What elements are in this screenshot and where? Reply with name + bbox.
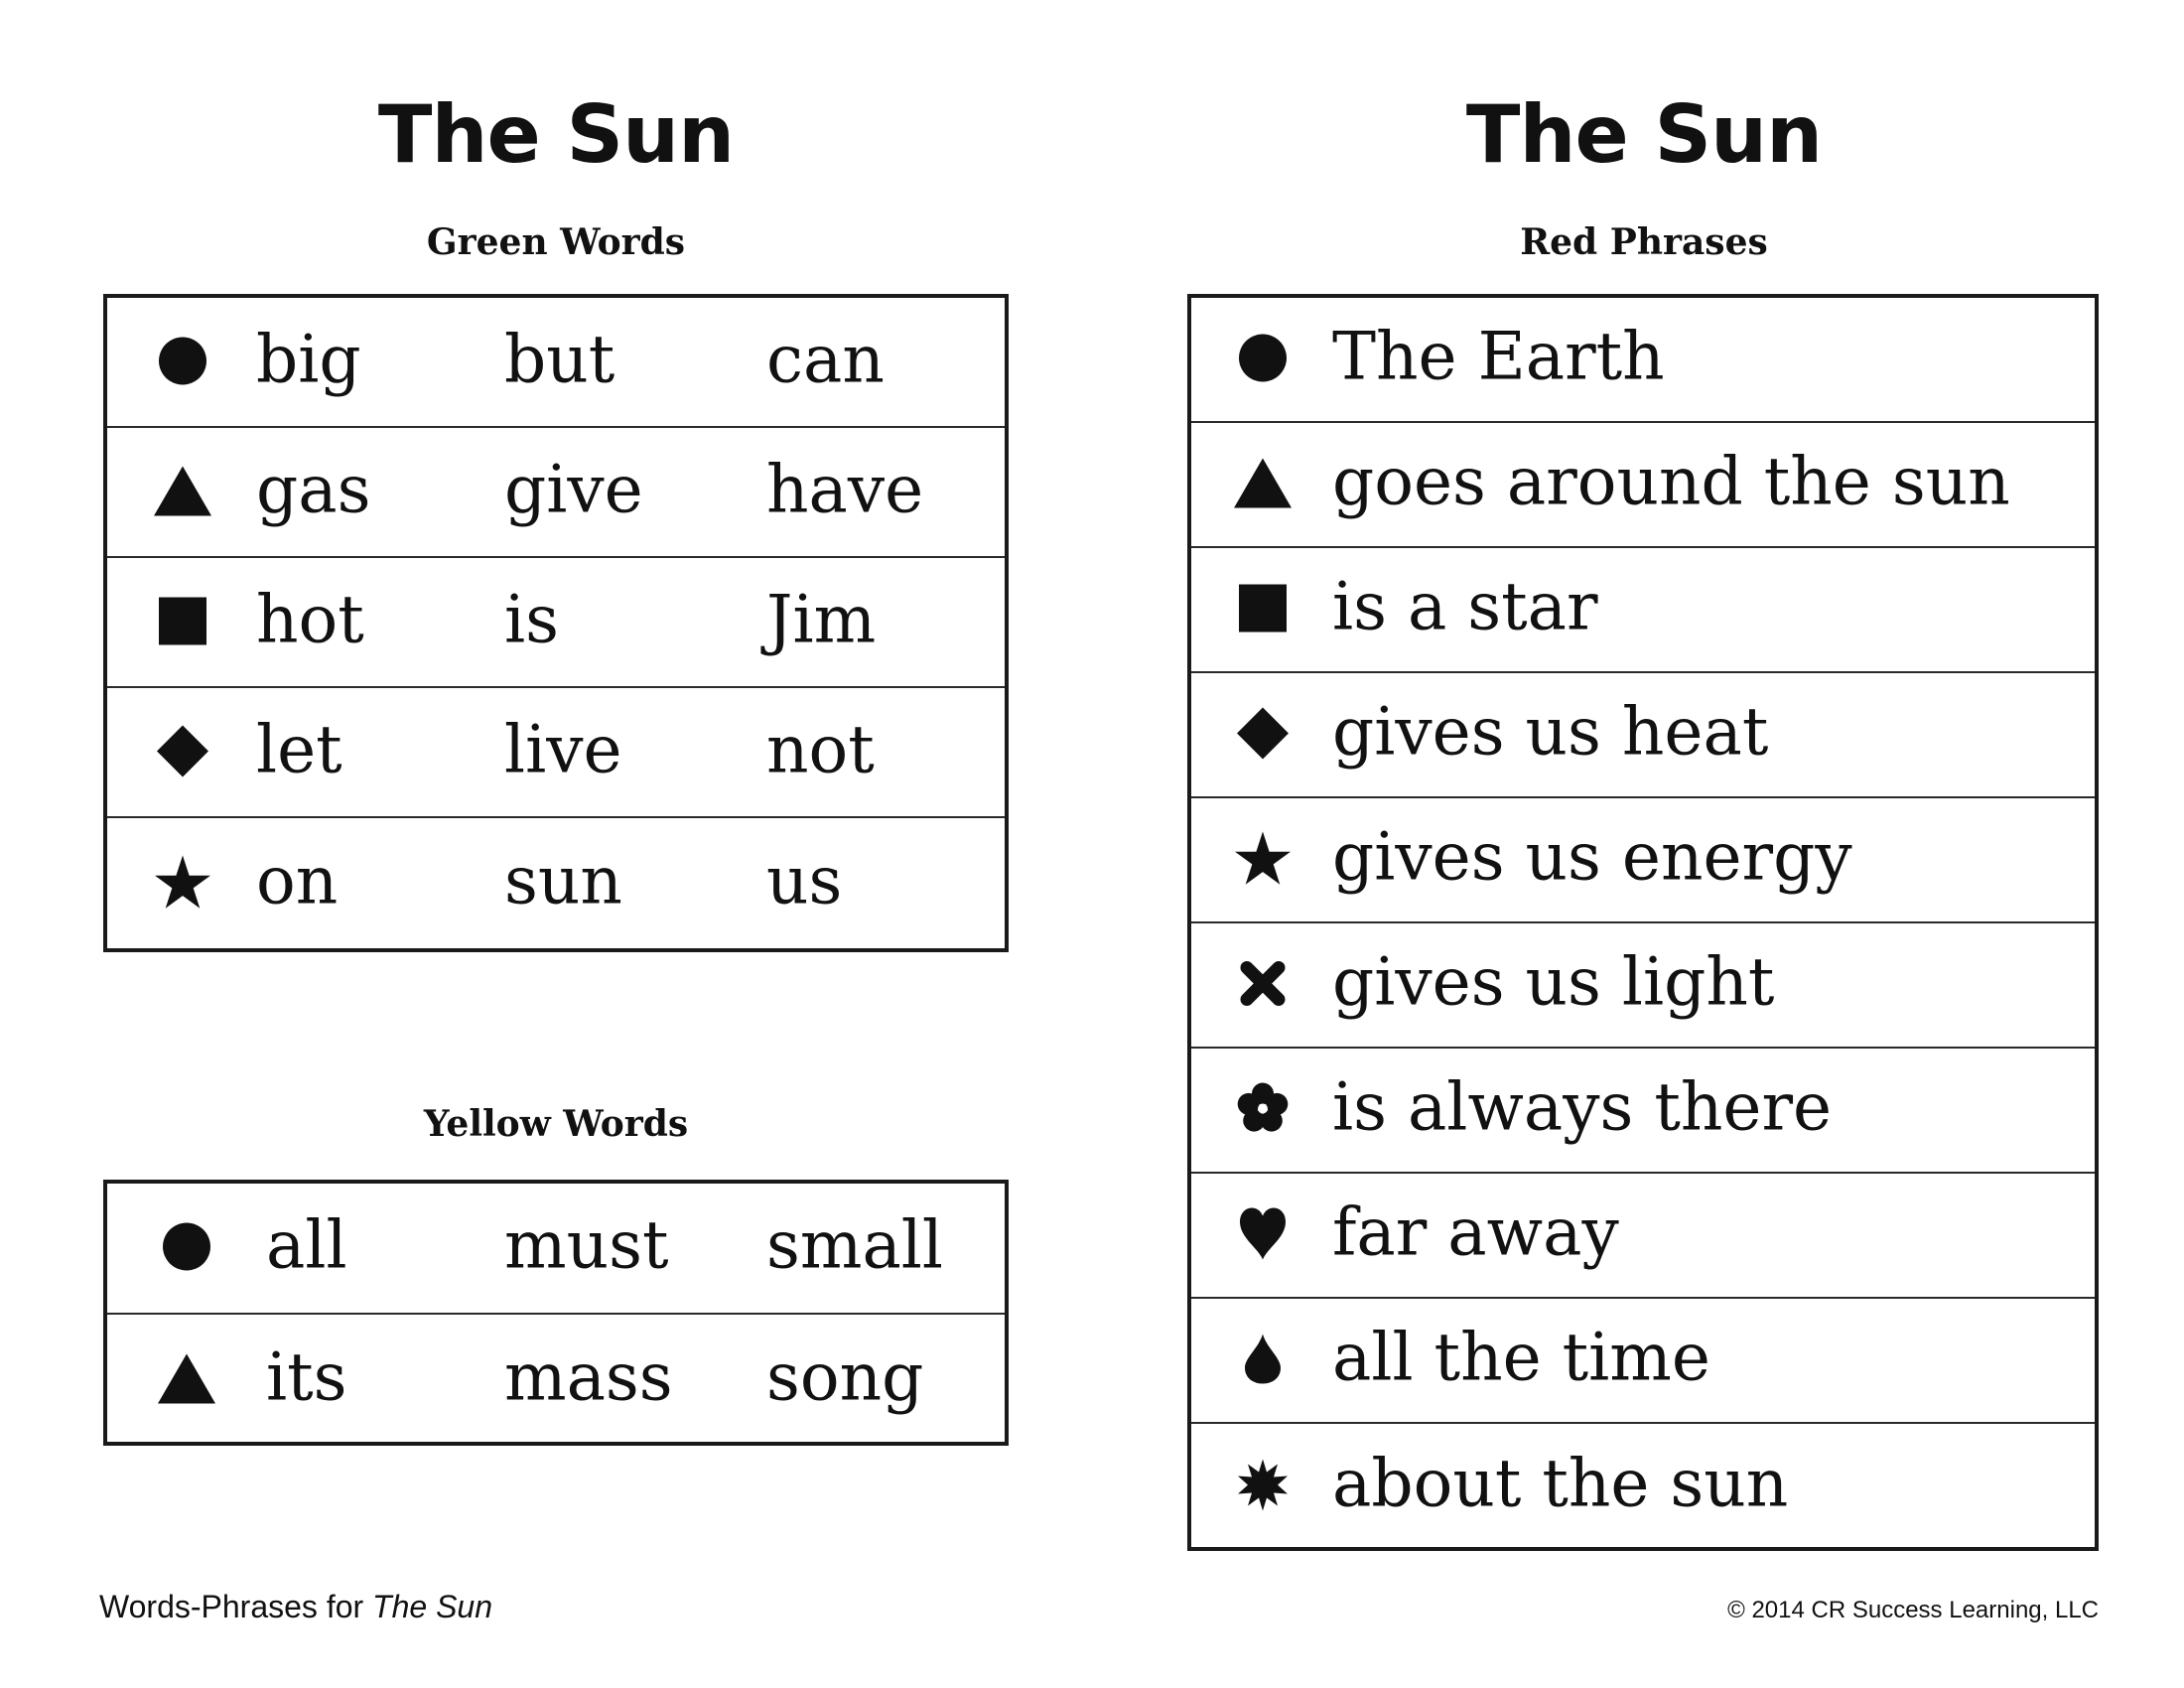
table-row (107, 818, 1005, 948)
word-cell: is (504, 580, 559, 657)
table-row (1191, 1424, 2095, 1549)
red-phrases-table (1187, 294, 2099, 1551)
triangle-icon (1234, 459, 1292, 511)
phrase-cell: gives us heat (1332, 693, 1769, 771)
triangle-icon (154, 466, 211, 518)
phrase-cell: far away (1332, 1194, 1619, 1271)
circle-icon (162, 1222, 211, 1275)
phrase-cell: gives us energy (1332, 818, 1852, 896)
heart-icon (1240, 1208, 1286, 1263)
square-icon (1239, 585, 1287, 635)
table-row (1191, 673, 2095, 798)
green-words-heading: Green Words (426, 221, 686, 263)
word-cell: on (256, 841, 339, 918)
table-row (107, 1184, 1005, 1315)
cross-icon (1239, 960, 1287, 1011)
word-cell: let (256, 710, 342, 787)
star-icon (155, 855, 210, 912)
word-cell: must (504, 1206, 669, 1284)
left-page-title: The Sun (377, 88, 735, 181)
footer-copyright: © 2014 CR Success Learning, LLC (1727, 1597, 2099, 1623)
table-row (1191, 298, 2095, 423)
phrase-cell: all the time (1332, 1319, 1710, 1396)
table-row (1191, 1174, 2095, 1299)
word-cell: sun (504, 841, 622, 918)
drop-icon (1245, 1335, 1281, 1387)
word-cell: its (266, 1338, 347, 1416)
word-cell: not (766, 710, 875, 787)
yellow-words-table (103, 1180, 1009, 1446)
diamond-icon (1237, 708, 1289, 763)
burst-icon (1237, 1460, 1289, 1514)
footer-label-title: The Sun (372, 1589, 493, 1624)
phrase-cell: The Earth (1332, 318, 1665, 395)
table-row (1191, 423, 2095, 548)
word-cell: Jim (766, 580, 877, 657)
right-page-title: The Sun (1465, 88, 1823, 181)
table-row (107, 558, 1005, 688)
phrase-cell: is a star (1332, 568, 1598, 645)
word-cell: small (766, 1206, 944, 1284)
flower-icon (1237, 1083, 1289, 1138)
footer-label-prefix: Words-Phrases for (99, 1589, 373, 1624)
word-cell: big (256, 320, 361, 397)
table-row (107, 428, 1005, 558)
word-cell: but (504, 320, 615, 397)
table-row (1191, 548, 2095, 673)
word-cell: mass (504, 1338, 673, 1416)
square-icon (159, 597, 206, 647)
red-phrases-heading: Red Phrases (1520, 221, 1768, 263)
word-cell: have (766, 450, 924, 527)
word-cell: can (766, 320, 885, 397)
word-cell: hot (256, 580, 364, 657)
word-cell: live (504, 710, 622, 787)
word-cell: give (504, 450, 643, 527)
circle-icon (158, 336, 207, 388)
word-cell: us (766, 841, 843, 918)
phrase-cell: is always there (1332, 1068, 1833, 1146)
phrase-cell: goes around the sun (1332, 443, 2010, 520)
table-row (1191, 923, 2095, 1049)
yellow-words-heading: Yellow Words (423, 1103, 689, 1145)
star-icon (1235, 832, 1291, 889)
word-cell: all (266, 1206, 347, 1284)
footer-document-label (99, 1591, 492, 1622)
triangle-icon (158, 1354, 215, 1407)
phrase-cell: about the sun (1332, 1445, 1789, 1522)
table-row (1191, 1299, 2095, 1424)
table-row (1191, 798, 2095, 923)
word-cell: gas (256, 450, 371, 527)
table-row (107, 1315, 1005, 1446)
diamond-icon (157, 725, 208, 779)
table-row (107, 298, 1005, 428)
table-row (1191, 1049, 2095, 1174)
table-row (107, 688, 1005, 818)
green-words-table (103, 294, 1009, 952)
phrase-cell: gives us light (1332, 943, 1775, 1021)
circle-icon (1238, 334, 1288, 386)
word-cell: song (766, 1338, 924, 1416)
